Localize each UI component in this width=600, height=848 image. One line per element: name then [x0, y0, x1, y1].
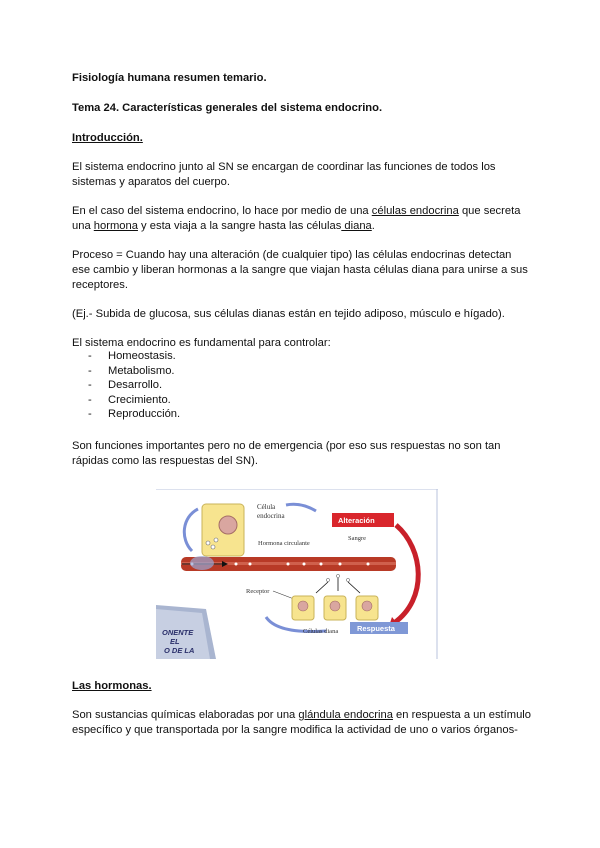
underlined-term: hormona	[93, 220, 138, 232]
paragraph-line	[72, 204, 520, 219]
circulating-hormone-label: Hormona circulante	[258, 540, 310, 547]
paragraph-line: Son funciones importantes pero no de emergencia (por eso sus respuestas no son tan	[72, 440, 501, 452]
text-span: Son sustancias químicas elaboradas por una	[72, 709, 299, 721]
text-span: .	[371, 220, 375, 232]
paragraph-line: sistemas y aparatos del cuerpo.	[72, 176, 230, 188]
list-item: - Desarrollo.	[88, 379, 163, 392]
list-item-text: Metabolismo.	[108, 364, 175, 377]
paragraph-line: El sistema endocrino junto al SN se encargan de coordinar las funciones de todos los	[72, 161, 496, 173]
control-list	[88, 349, 180, 422]
response-label: Respuesta	[357, 624, 395, 633]
alteration-label: Alteración	[338, 516, 375, 525]
text-span: en respuesta a un estímulo	[392, 709, 532, 721]
target-cells	[292, 596, 378, 620]
blood-label: Sangre	[348, 535, 367, 542]
document-title: Fisiología humana resumen temario.	[72, 72, 267, 84]
book-corner-text: ONENTE	[162, 628, 194, 637]
target-cells-label: Células diana	[303, 628, 339, 635]
intro-heading: Introducción.	[72, 132, 143, 144]
paragraph-line: (Ej.- Subida de glucosa, sus células dianas están en tejido adiposo, músculo e hígado).	[72, 308, 505, 320]
paragraph-line	[72, 219, 375, 234]
endocrine-system-diagram	[156, 489, 438, 659]
endocrine-cell	[202, 504, 244, 556]
list-item-text: Crecimiento.	[108, 393, 171, 406]
list-item-text: Homeostasis.	[108, 350, 176, 362]
hormones-heading: Las hormonas.	[72, 680, 152, 692]
text-span: y esta viaja a la sangre hasta las células	[137, 220, 342, 232]
receptor-label: Receptor	[246, 588, 270, 595]
list-item-text: Reproducción.	[108, 408, 181, 421]
paragraph-line: específico y que transportada por la sangre modifica la actividad de uno o varios órganos-	[72, 724, 518, 736]
topic-title: Tema 24. Características generales del sistema endocrino.	[72, 102, 383, 114]
list-item-text: Desarrollo.	[108, 379, 163, 392]
paragraph-line: Proceso = Cuando hay una alteración (de cualquier tipo) las células endocrinas detectan	[72, 249, 512, 261]
list-item: - Reproducción.	[88, 408, 181, 421]
endocrine-cell-label: Célula	[257, 503, 276, 511]
list-item: - Homeostasis.	[88, 350, 176, 362]
list-item: - Crecimiento.	[88, 393, 171, 406]
book-corner-text: EL	[170, 637, 180, 646]
paragraph-line: ese cambio y liberan hormonas a la sangre que viajan hasta células diana para unirse a sus	[72, 264, 528, 276]
paragraph-line: El sistema endocrino es fundamental para controlar:	[72, 337, 331, 349]
paragraph-line: rápidas como las respuestas del SN).	[72, 455, 258, 467]
text-span: que secreta	[458, 205, 521, 217]
list-item: - Metabolismo.	[88, 364, 175, 377]
book-corner-text: O DE LA	[164, 646, 195, 655]
underlined-term: glándula endocrina	[298, 709, 393, 721]
text-span: una	[72, 220, 94, 232]
paragraph-line: receptores.	[72, 279, 128, 291]
text-span: En el caso del sistema endocrino, lo hace por medio de una	[72, 205, 372, 217]
underlined-term: diana	[341, 220, 372, 232]
endocrine-cell-label: endocrina	[257, 512, 285, 520]
paragraph-line	[72, 708, 531, 723]
underlined-term: células endocrina	[371, 205, 459, 217]
